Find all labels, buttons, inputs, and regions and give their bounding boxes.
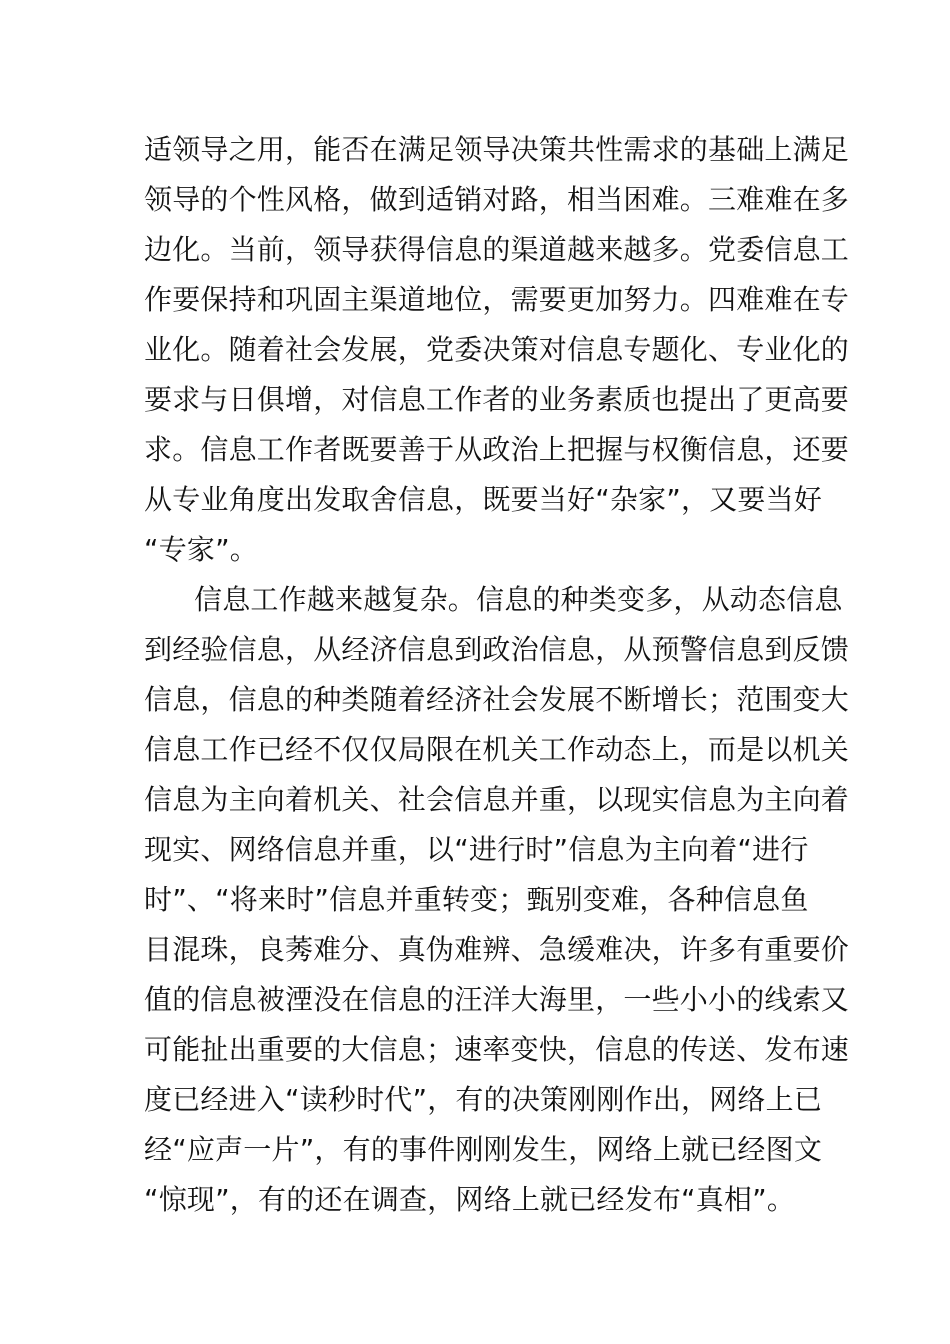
text-line: 度已经进入“读秒时代”，有的决策刚刚作出，网络上已 — [144, 1083, 823, 1116]
text-line: 到经验信息，从经济信息到政治信息，从预警信息到反馈 — [144, 633, 850, 666]
text-line: “专家”。 — [144, 533, 259, 566]
text-line: 边化。当前，领导获得信息的渠道越来越多。党委信息工 — [144, 233, 850, 266]
text-line: 信息，信息的种类随着经济社会发展不断增长；范围变大 — [144, 683, 850, 716]
text-line: 作要保持和巩固主渠道地位，需要更加努力。四难难在专 — [144, 283, 850, 316]
text-line: 现实、网络信息并重，以“进行时”信息为主向着“进行 — [144, 833, 809, 866]
text-line: 信息为主向着机关、社会信息并重，以现实信息为主向着 — [144, 783, 850, 816]
text-line: 经“应声一片”，有的事件刚刚发生，网络上就已经图文 — [144, 1133, 823, 1166]
text-line: 可能扯出重要的大信息；速率变快，信息的传送、发布速 — [144, 1033, 850, 1066]
text-line: 业化。随着社会发展，党委决策对信息专题化、专业化的 — [144, 333, 850, 366]
text-line: 信息工作已经不仅仅局限在机关工作动态上，而是以机关 — [144, 733, 850, 766]
text-line: “惊现”，有的还在调查，网络上就已经发布“真相”。 — [144, 1183, 796, 1216]
text-line: 领导的个性风格，做到适销对路，相当困难。三难难在多 — [144, 183, 850, 216]
text-line: 时”、“将来时”信息并重转变；甄别变难，各种信息鱼 — [144, 883, 809, 916]
text-line: 值的信息被湮没在信息的汪洋大海里，一些小小的线索又 — [144, 983, 850, 1016]
text-line: 从专业角度出发取舍信息，既要当好“杂家”，又要当好 — [144, 483, 823, 516]
text-line: 适领导之用，能否在满足领导决策共性需求的基础上满足 — [144, 133, 850, 166]
text-line: 目混珠，良莠难分、真伪难辨、急缓难决，许多有重要价 — [144, 933, 850, 966]
text-line-indented: 信息工作越来越复杂。信息的种类变多，从动态信息 — [194, 583, 843, 616]
text-line: 要求与日俱增，对信息工作者的业务素质也提出了更高要 — [144, 383, 850, 416]
text-line: 求。信息工作者既要善于从政治上把握与权衡信息，还要 — [144, 433, 850, 466]
